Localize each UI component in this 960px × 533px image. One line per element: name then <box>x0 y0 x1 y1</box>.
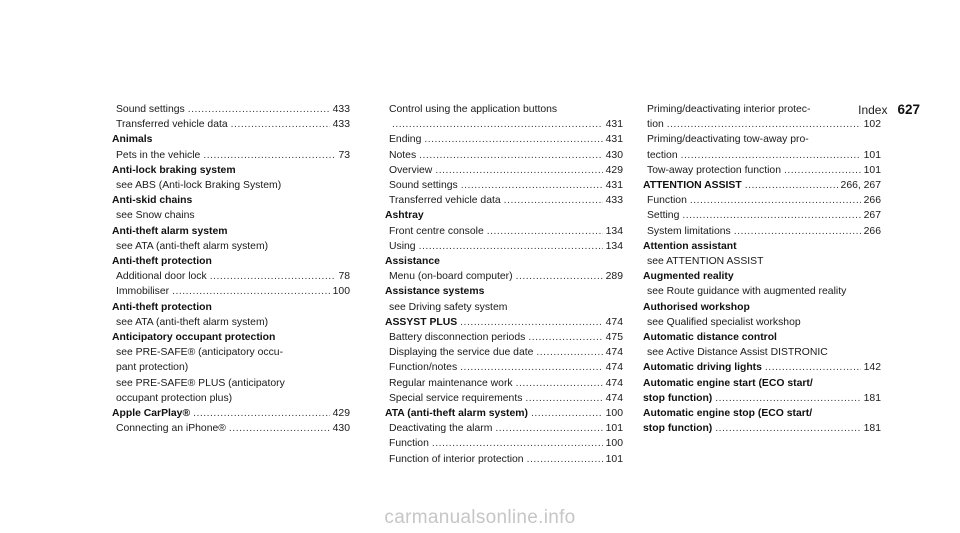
page-reference: 101 <box>863 164 881 176</box>
page-reference: 430 <box>605 149 623 161</box>
dot-leader <box>525 391 602 406</box>
page-reference: 474 <box>605 392 623 404</box>
index-subentry <box>643 163 881 178</box>
index-subentry <box>112 148 350 163</box>
dot-leader <box>435 163 602 178</box>
entry-text: Ending <box>389 134 422 146</box>
page-reference: 266, 267 <box>840 180 881 192</box>
index-subentry <box>385 452 623 467</box>
dot-leader <box>682 208 860 223</box>
page-reference: 474 <box>605 377 623 389</box>
index-heading: Anti-lock braking system <box>112 164 236 176</box>
index-subentry <box>385 193 623 208</box>
dot-leader <box>690 193 861 208</box>
entry-text: stop function) <box>643 392 713 404</box>
dot-leader <box>536 345 602 360</box>
index-entry-with-page <box>112 406 350 421</box>
index-reference: see Snow chains <box>116 210 195 222</box>
index-subentry <box>643 208 881 223</box>
entry-text: Function of interior protection <box>389 453 524 465</box>
page-reference: 429 <box>605 164 623 176</box>
entry-text: Sound settings <box>389 180 458 192</box>
page-reference: 431 <box>605 134 623 146</box>
index-subentry <box>112 117 350 132</box>
dot-leader <box>419 239 603 254</box>
page-reference: 475 <box>605 332 623 344</box>
entry-text: ATA (anti-theft alarm system) <box>385 408 528 420</box>
page-reference: 474 <box>605 347 623 359</box>
page-reference: 134 <box>605 225 623 237</box>
index-subentry <box>385 132 623 147</box>
page-reference: 266 <box>863 195 881 207</box>
index-subentry <box>385 376 623 391</box>
index-heading: Authorised workshop <box>643 301 750 313</box>
index-subentry <box>643 224 881 239</box>
dot-leader <box>495 421 602 436</box>
page-reference: 101 <box>863 149 881 161</box>
entry-text: Additional door lock <box>116 271 207 283</box>
page-reference: 429 <box>332 408 350 420</box>
index-subentry <box>643 193 881 208</box>
index-heading: Anti-theft protection <box>112 256 212 268</box>
index-reference: see Active Distance Assist DISTRONIC <box>647 347 828 359</box>
index-reference: Control using the application buttons <box>389 104 558 115</box>
dot-leader <box>419 148 603 163</box>
index-column-3 <box>643 102 881 436</box>
index-subentry <box>112 284 350 299</box>
index-subentry <box>385 330 623 345</box>
index-entry-with-page <box>385 406 623 421</box>
dot-leader <box>516 269 603 284</box>
dot-leader <box>460 360 602 375</box>
entry-text: Apple CarPlay® <box>112 408 191 420</box>
dot-leader <box>461 178 603 193</box>
index-reference: see ATTENTION ASSIST <box>647 256 764 268</box>
entry-text: Automatic driving lights <box>643 362 762 374</box>
page-reference: 181 <box>863 392 881 404</box>
entry-text: Menu (on-board computer) <box>389 271 513 283</box>
index-subentry <box>385 421 623 436</box>
page-reference: 100 <box>332 286 350 298</box>
page-reference: 100 <box>605 438 623 450</box>
index-subentry <box>112 269 350 284</box>
dot-leader <box>392 117 603 132</box>
entry-text: Special service requirements <box>389 392 523 404</box>
entry-text: Function <box>647 195 687 207</box>
entry-text: Deactivating the alarm <box>389 423 493 435</box>
index-reference: occupant protection plus) <box>116 392 233 404</box>
dot-leader <box>527 452 603 467</box>
index-heading: Anticipatory occupant protection <box>112 332 276 344</box>
dot-leader <box>681 148 861 163</box>
index-subentry <box>385 269 623 284</box>
page-reference: 181 <box>863 423 881 435</box>
index-reference: Priming/deactivating interior protec- <box>647 104 811 115</box>
index-reference: see Route guidance with augmented reality <box>647 286 847 298</box>
index-column-2 <box>385 102 623 467</box>
dot-leader <box>229 421 330 436</box>
entry-text: Using <box>389 240 416 252</box>
entry-text: Overview <box>389 164 433 176</box>
index-reference: pant protection) <box>116 362 189 374</box>
index-reference: see PRE-SAFE® (anticipatory occu- <box>116 347 284 359</box>
index-reference: see PRE-SAFE® PLUS (anticipatory <box>116 377 285 389</box>
index-entry-with-page <box>385 315 623 330</box>
page-reference: 474 <box>605 316 623 328</box>
page-reference: 101 <box>605 423 623 435</box>
index-subentry <box>385 360 623 375</box>
dot-leader <box>193 406 330 421</box>
entry-text: Battery disconnection periods <box>389 332 526 344</box>
page-reference: 433 <box>332 119 350 131</box>
entry-text: System limitations <box>647 225 731 237</box>
index-reference: see ATA (anti-theft alarm system) <box>116 240 269 252</box>
index-heading: Ashtray <box>385 210 424 222</box>
index-subentry <box>112 421 350 436</box>
dot-leader <box>516 376 603 391</box>
index-heading: Augmented reality <box>643 271 734 283</box>
entry-text: Transferred vehicle data <box>389 195 501 207</box>
watermark: carmanualsonline.info <box>384 507 576 528</box>
entry-text: Front centre console <box>389 225 484 237</box>
index-heading: Anti-theft protection <box>112 301 212 313</box>
dot-leader <box>715 391 860 406</box>
dot-leader <box>784 163 861 178</box>
index-entry-with-page <box>643 178 881 193</box>
dot-leader <box>460 315 602 330</box>
index-entry-with-page <box>643 391 881 406</box>
index-reference: see Qualified specialist workshop <box>647 316 801 328</box>
page-number: 627 <box>897 102 920 117</box>
dot-leader <box>531 406 603 421</box>
page-reference: 431 <box>605 180 623 192</box>
index-subentry <box>112 102 350 117</box>
index-subentry <box>385 178 623 193</box>
page-reference: 433 <box>605 195 623 207</box>
dot-leader <box>231 117 330 132</box>
index-subentry <box>385 239 623 254</box>
index-heading: Automatic engine start (ECO start/ <box>643 377 813 389</box>
page-reference: 474 <box>605 362 623 374</box>
dot-leader <box>172 284 330 299</box>
index-subentry <box>643 148 881 163</box>
page-reference: 289 <box>605 271 623 283</box>
entry-text: tection <box>647 149 678 161</box>
dot-leader <box>487 224 603 239</box>
entry-text: Transferred vehicle data <box>116 119 228 131</box>
entry-text: ASSYST PLUS <box>385 316 458 328</box>
index-heading: Attention assistant <box>643 240 737 252</box>
page-reference: 142 <box>863 362 881 374</box>
index-column-1 <box>112 102 350 436</box>
page-reference: 267 <box>863 210 881 222</box>
dot-leader <box>424 132 602 147</box>
index-heading: Automatic distance control <box>643 332 777 344</box>
dot-leader <box>734 224 861 239</box>
dot-leader <box>210 269 336 284</box>
dot-leader <box>667 117 861 132</box>
index-subentry <box>385 345 623 360</box>
index-reference: see ABS (Anti-lock Braking System) <box>116 180 282 192</box>
index-subentry <box>643 117 881 132</box>
index-reference: see ATA (anti-theft alarm system) <box>116 316 269 328</box>
dot-leader <box>203 148 335 163</box>
page-reference: 78 <box>338 271 350 283</box>
index-heading: Automatic engine stop (ECO start/ <box>643 408 813 420</box>
entry-text: Notes <box>389 149 417 161</box>
index-entry-with-page <box>643 421 881 436</box>
index-subentry <box>385 117 623 132</box>
index-subentry <box>385 436 623 451</box>
page-reference: 101 <box>605 453 623 465</box>
entry-text: Regular maintenance work <box>389 377 513 389</box>
page-reference: 431 <box>605 119 623 131</box>
dot-leader <box>715 421 860 436</box>
index-heading: Anti-theft alarm system <box>112 225 228 237</box>
page-reference: 266 <box>863 225 881 237</box>
dot-leader <box>765 360 861 375</box>
page-reference: 100 <box>605 408 623 420</box>
entry-text: Connecting an iPhone® <box>116 423 226 435</box>
index-heading: Animals <box>112 134 153 146</box>
index-subentry <box>385 148 623 163</box>
entry-text: Pets in the vehicle <box>116 149 201 161</box>
header-label: Index <box>858 103 888 117</box>
entry-text: ATTENTION ASSIST <box>643 180 742 192</box>
entry-text: stop function) <box>643 423 713 435</box>
index-heading: Assistance <box>385 256 440 268</box>
index-reference: see Driving safety system <box>389 301 508 313</box>
entry-text: Displaying the service due date <box>389 347 534 359</box>
page-reference: 430 <box>332 423 350 435</box>
entry-text: Setting <box>647 210 680 222</box>
index-heading: Anti-skid chains <box>112 195 193 207</box>
page-reference: 102 <box>863 119 881 131</box>
entry-text: Immobiliser <box>116 286 170 298</box>
index-reference: Priming/deactivating tow-away pro- <box>647 134 809 146</box>
entry-text: tion <box>647 119 664 131</box>
dot-leader <box>188 102 330 117</box>
index-subentry <box>385 224 623 239</box>
dot-leader <box>745 178 838 193</box>
dot-leader <box>504 193 603 208</box>
entry-text: Function <box>389 438 429 450</box>
dot-leader <box>432 436 603 451</box>
index-heading: Assistance systems <box>385 286 485 298</box>
page-reference: 134 <box>605 240 623 252</box>
index-entry-with-page <box>643 360 881 375</box>
dot-leader <box>528 330 602 345</box>
entry-text: Sound settings <box>116 104 185 115</box>
entry-text: Function/notes <box>389 362 458 374</box>
index-subentry <box>385 163 623 178</box>
index-subentry <box>385 391 623 406</box>
entry-text: Tow-away protection function <box>647 164 781 176</box>
page-reference: 433 <box>332 104 350 115</box>
page-reference: 73 <box>338 149 350 161</box>
